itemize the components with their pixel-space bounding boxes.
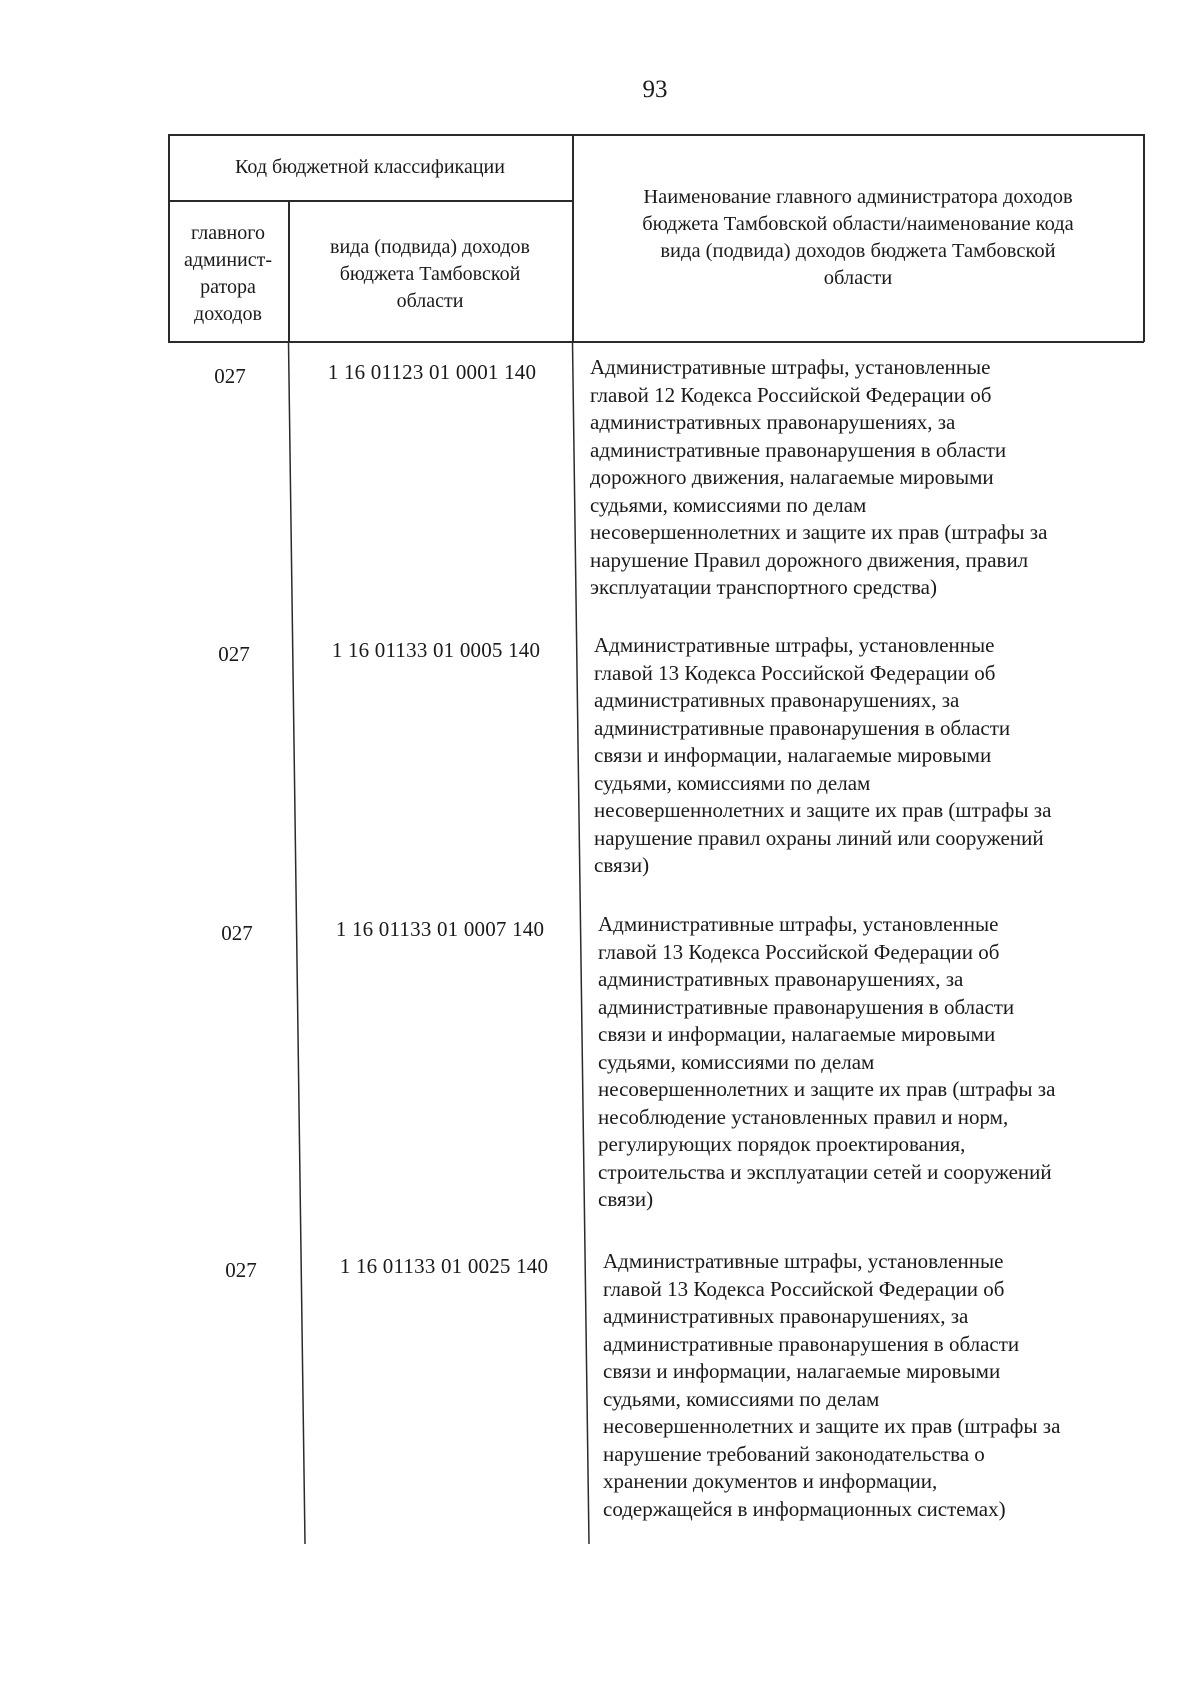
admin-code: 027 xyxy=(225,1258,257,1282)
description-line: судьями, комиссиями по делам xyxy=(598,1049,875,1074)
description-line: главой 12 Кодекса Российской Федерации об xyxy=(590,382,992,407)
name-heading-line: вида (подвида) доходов бюджета Тамбовской xyxy=(660,240,1056,262)
kind-heading-line: бюджета Тамбовской xyxy=(339,263,521,285)
kind-heading-line: области xyxy=(396,290,464,312)
description-line: административные правонарушения в области xyxy=(590,437,1007,462)
description-line: Административные штрафы, установленные xyxy=(603,1249,1004,1273)
kind-heading-line: вида (подвида) доходов xyxy=(330,236,530,258)
description-line: связи и информации, налагаемые мировыми xyxy=(598,1022,996,1046)
description-line: дорожного движения, налагаемые мировыми xyxy=(590,465,994,489)
name-heading-line: бюджета Тамбовской области/наименование кода xyxy=(642,213,1074,235)
budget-code: 1 16 01133 01 0005 140 xyxy=(331,638,541,662)
name-heading-line: области xyxy=(823,267,893,289)
description-line: главой 13 Кодекса Российской Федерации об xyxy=(598,939,1000,964)
budget-code: 1 16 01123 01 0001 140 xyxy=(327,360,537,384)
revenue-description xyxy=(598,911,1143,1214)
page-number: 93 xyxy=(642,76,668,103)
kbk-group-heading: Код бюджетной классификации xyxy=(235,156,505,178)
description-line: нарушение требований законодательства о xyxy=(603,1441,985,1466)
budget-code: 1 16 01133 01 0025 140 xyxy=(339,1254,549,1278)
description-line: судьями, комиссиями по делам xyxy=(603,1386,880,1411)
description-line: главой 13 Кодекса Российской Федерации об xyxy=(603,1276,1005,1301)
admin-code: 027 xyxy=(218,642,250,666)
description-line: регулирующих порядок проектирования, xyxy=(598,1132,966,1156)
description-line: несовершеннолетних и защите их прав (штрафы за xyxy=(598,1077,1056,1101)
description-line: административных правонарушениях, за xyxy=(594,688,960,712)
description-line: Административные штрафы, установленные xyxy=(598,912,999,936)
description-line: административные правонарушения в области xyxy=(594,715,1011,740)
revenue-description xyxy=(603,1248,1148,1523)
description-line: административных правонарушениях, за xyxy=(598,967,964,991)
description-line: связи) xyxy=(594,853,650,877)
description-line: содержащейся в информационных системах) xyxy=(603,1496,1006,1521)
description-line: административных правонарушениях, за xyxy=(590,410,956,434)
description-line: Административные штрафы, установленные xyxy=(590,355,991,379)
admin-heading-line: админист- xyxy=(183,249,273,271)
revenue-description xyxy=(594,632,1139,880)
description-line: административные правонарушения в области xyxy=(603,1331,1020,1356)
description-line: судьями, комиссиями по делам xyxy=(594,770,871,795)
description-line: несоблюдение установленных правил и норм, xyxy=(598,1104,1009,1129)
description-line: связи и информации, налагаемые мировыми xyxy=(603,1359,1001,1383)
description-line: судьями, комиссиями по делам xyxy=(590,492,867,517)
description-line: связи и информации, налагаемые мировыми xyxy=(594,743,992,767)
revenue-description xyxy=(590,354,1135,602)
description-line: несовершеннолетних и защите их прав (штрафы за xyxy=(594,798,1052,822)
description-line: нарушение правил охраны линий или сооружений xyxy=(594,825,1044,850)
admin-code: 027 xyxy=(221,921,253,945)
description-line: нарушение Правил дорожного движения, правил xyxy=(590,547,1029,572)
admin-heading-line: ратора xyxy=(200,276,256,298)
description-line: административных правонарушениях, за xyxy=(603,1304,969,1328)
budget-code: 1 16 01133 01 0007 140 xyxy=(335,917,545,941)
admin-code: 027 xyxy=(214,364,246,388)
admin-heading-line: доходов xyxy=(194,303,262,325)
description-line: связи) xyxy=(598,1187,654,1211)
description-line: эксплуатации транспортного средства) xyxy=(590,575,937,599)
description-line: несовершеннолетних и защите их прав (штрафы за xyxy=(590,520,1048,544)
description-line: строительства и эксплуатации сетей и сооружений xyxy=(598,1159,1052,1184)
description-line: административные правонарушения в области xyxy=(598,994,1015,1019)
admin-heading-line: главного xyxy=(191,222,265,244)
description-line: Административные штрафы, установленные xyxy=(594,633,995,657)
description-line: несовершеннолетних и защите их прав (штрафы за xyxy=(603,1414,1061,1438)
description-line: главой 13 Кодекса Российской Федерации об xyxy=(594,660,996,685)
name-heading-line: Наименование главного администратора доходов xyxy=(643,186,1073,208)
description-line: хранении документов и информации, xyxy=(603,1469,938,1493)
